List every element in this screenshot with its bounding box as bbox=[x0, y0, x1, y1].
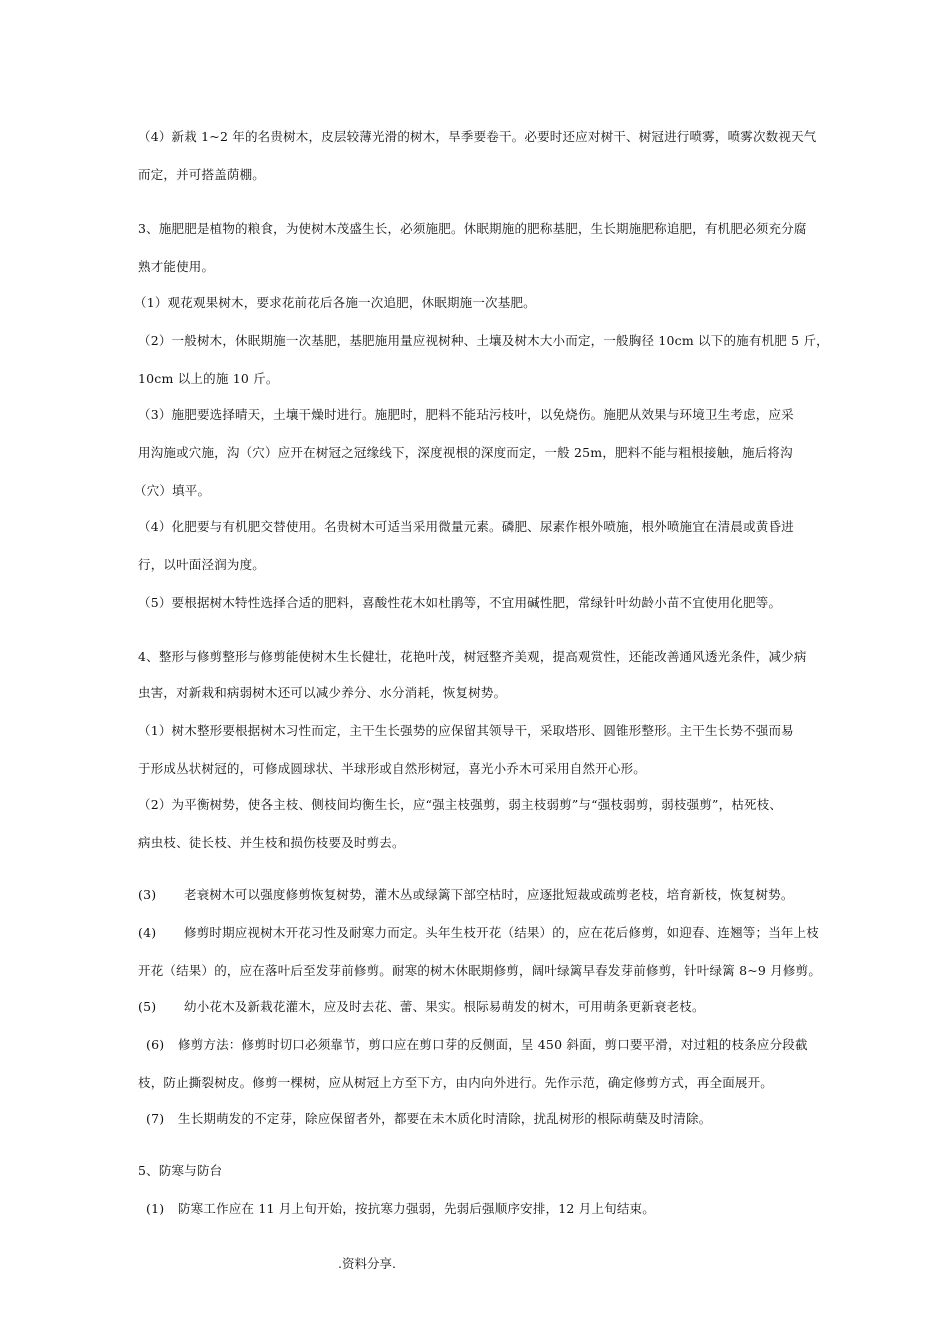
section-heading-cold-protection: 5、防寒与防台 bbox=[138, 1163, 223, 1178]
list-number: (3) bbox=[138, 887, 157, 902]
list-text: 幼小花木及新栽花灌木，应及时去花、蕾、果实。根际易萌发的树木，可用萌条更新衰老枝。 bbox=[184, 999, 705, 1014]
list-text: 修剪方法：修剪时切口必须靠节，剪口应在剪口芽的反侧面，呈 450 斜面，剪口要平滑，对过粗的枝条应分段截 bbox=[178, 1037, 808, 1052]
paragraph-line: 枝，防止撕裂树皮。修剪一棵树，应从树冠上方至下方，由内向外进行。先作示范，确定修剪方式，再全面展开。 bbox=[138, 1075, 774, 1090]
list-item: （1）树木整形要根据树木习性而定，主干生长强势的应保留其领导干，采取塔形、圆锥形整形。主干生长势不强而易 bbox=[138, 723, 794, 738]
list-item bbox=[146, 1110, 711, 1128]
list-text: 修剪时期应视树木开花习性及耐寒力而定。头年生枝开花（结果）的，应在花后修剪，如迎春、连翘等；当年上枝 bbox=[184, 925, 820, 940]
list-item bbox=[146, 1200, 655, 1218]
list-number: (1) bbox=[146, 1201, 165, 1216]
list-text: 防寒工作应在 11 月上旬开始，按抗寒力强弱，先弱后强顺序安排，12 月上旬结束。 bbox=[178, 1201, 655, 1216]
paragraph-line: 于形成丛状树冠的，可修成圆球状、半球形或自然形树冠，喜光小乔木可采用自然开心形。 bbox=[138, 761, 647, 776]
list-item: （3）施肥要选择晴天，土壤干燥时进行。施肥时，肥料不能玷污枝叶，以免烧伤。施肥从效果与环境卫生考虑，应采 bbox=[138, 407, 794, 422]
list-item bbox=[138, 998, 705, 1016]
paragraph-line: 虫害，对新栽和病弱树木还可以减少养分、水分消耗，恢复树势。 bbox=[138, 685, 507, 700]
list-number: (6) bbox=[146, 1037, 165, 1052]
list-item: （2）为平衡树势，使各主枝、侧枝间均衡生长，应“强主枝强剪，弱主枝弱剪”与“强枝弱剪，弱枝强剪”，枯死枝、 bbox=[138, 797, 783, 812]
list-number: (4) bbox=[138, 925, 157, 940]
list-text: 老衰树木可以强度修剪恢复树势，灌木丛或绿篱下部空枯时，应逐批短裁或疏剪老枝，培育新枝，恢复树势。 bbox=[184, 887, 794, 902]
list-item: （5）要根据树木特性选择合适的肥料，喜酸性花木如杜鹃等，不宜用碱性肥，常绿针叶幼龄小苗不宜使用化肥等。 bbox=[138, 595, 782, 610]
paragraph-line: 病虫枝、徒长枝、并生枝和损伤枝要及时剪去。 bbox=[138, 835, 405, 850]
section-heading-fertilizing: 3、施肥肥是植物的粮食，为使树木茂盛生长，必须施肥。休眠期施的肥称基肥，生长期施肥称追肥，有机肥必须充分腐 bbox=[138, 221, 807, 236]
page-footer: .资料分享. bbox=[338, 1256, 396, 1271]
list-number: (5) bbox=[138, 999, 157, 1014]
section-heading-pruning: 4、整形与修剪整形与修剪能使树木生长健壮，花艳叶茂，树冠整齐美观，提高观赏性，还能改善通风透光条件，减少病 bbox=[138, 649, 807, 664]
list-item bbox=[138, 886, 794, 904]
paragraph-line: 用沟施或穴施，沟（穴）应开在树冠之冠缘线下，深度视根的深度而定，一般 25m，肥料不能与粗根接触，施后将沟 bbox=[138, 445, 793, 460]
paragraph-line: 而定，并可搭盖荫棚。 bbox=[138, 167, 266, 182]
list-item: （1）观花观果树木，要求花前花后各施一次追肥，休眠期施一次基肥。 bbox=[134, 295, 536, 310]
list-item: （4）化肥要与有机肥交替使用。名贵树木可适当采用微量元素。磷肥、尿素作根外喷施，根外喷施宜在清晨或黄昏进 bbox=[138, 519, 794, 534]
list-text: 生长期萌发的不定芽，除应保留者外，都要在未木质化时清除，扰乱树形的根际萌蘖及时清除。 bbox=[178, 1111, 712, 1126]
paragraph-line: 10cm 以上的施 10 斤。 bbox=[138, 371, 279, 386]
list-item bbox=[138, 924, 819, 942]
list-number: (7) bbox=[146, 1111, 165, 1126]
paragraph-line: 开花（结果）的，应在落叶后至发芽前修剪。耐寒的树木休眠期修剪，阔叶绿篱早春发芽前修剪，针叶绿篱 8~9 月修剪。 bbox=[138, 963, 822, 978]
paragraph-line: （穴）填平。 bbox=[134, 483, 211, 498]
paragraph-line: 行，以叶面泾润为度。 bbox=[138, 557, 266, 572]
list-item: （2）一般树木，休眠期施一次基肥，基肥施用量应视树种、土壤及树木大小而定，一般胸径 10cm 以下的施有机肥 5 斤， bbox=[138, 333, 829, 348]
list-item bbox=[146, 1036, 808, 1054]
paragraph-line: 熟才能使用。 bbox=[138, 259, 215, 274]
paragraph-line: （4）新栽 1~2 年的名贵树木，皮层较薄光滑的树木，旱季要卷干。必要时还应对树干、树冠进行喷雾，喷雾次数视天气 bbox=[138, 129, 817, 144]
